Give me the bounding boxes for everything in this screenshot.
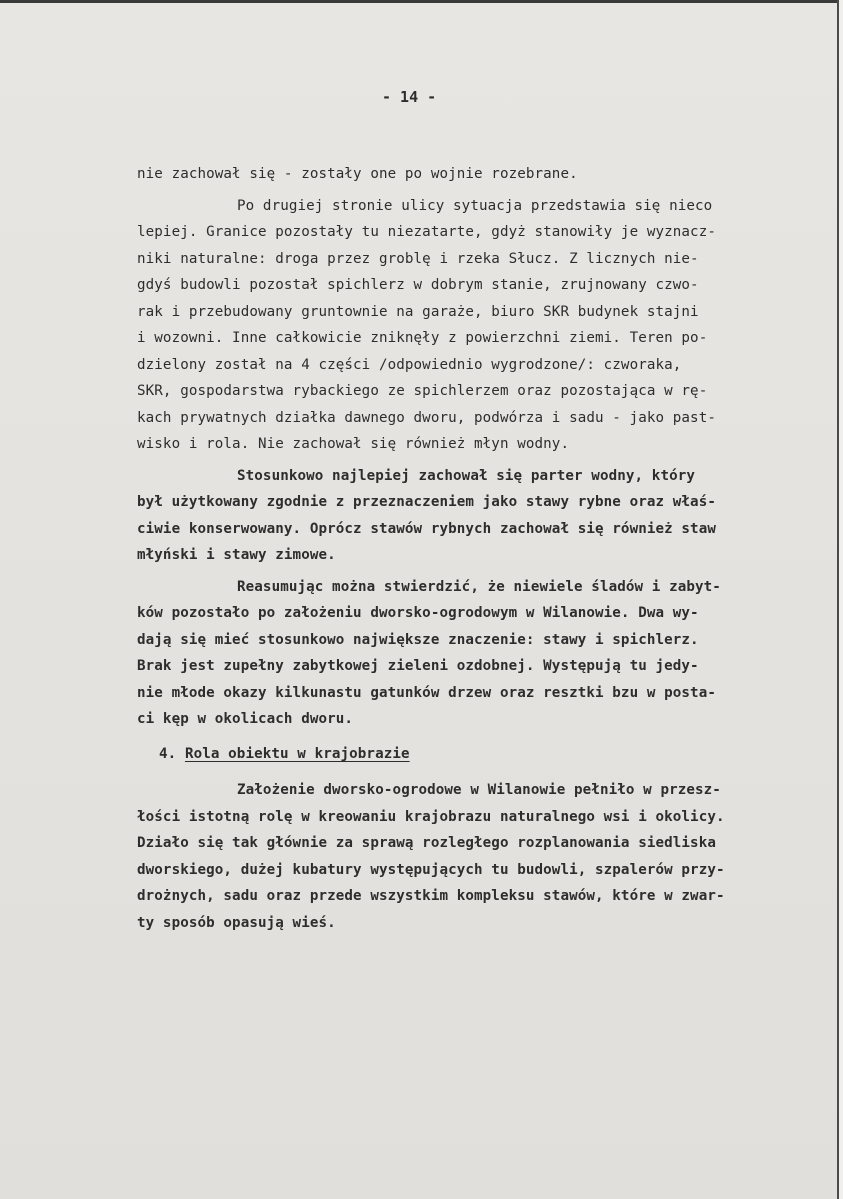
text-line: Założenie dworsko-ogrodowe w Wilanowie pełniło w przesz-: [237, 782, 721, 798]
text-line: dają się mieć stosunkowo największe znaczenie: stawy i spichlerz.: [137, 631, 699, 648]
text-line: i wozowni. Inne całkowicie zniknęły z powierzchni ziemi. Teren po-: [137, 330, 708, 346]
text-line: był użytkowany zgodnie z przeznaczeniem jako stawy rybne oraz właś-: [137, 494, 716, 510]
text-line: młyński i stawy zimowe.: [137, 547, 336, 563]
scan-top-edge: [0, 0, 843, 3]
text-line: Brak jest zupełny zabytkowej zieleni ozdobnej. Występują tu jedy-: [137, 658, 699, 674]
text-line: nie zachował się - zostały one po wojnie rozebrane.: [137, 166, 578, 182]
text-line: Działo się tak głównie za sprawą rozległego rozplanowania siedliska: [137, 835, 716, 851]
text-line: niki naturalne: droga przez groblę i rzeka Słucz. Z licznych nie-: [137, 250, 699, 267]
text-line: ków pozostało po założeniu dworsko-ogrodowym w Wilanowie. Dwa wy-: [137, 605, 699, 621]
text-line: dzielony został na 4 części /odpowiednio wygrodzone/: czworaka,: [137, 356, 682, 373]
text-line: kach prywatnych działka dawnego dworu, podwórza i sadu - jako past-: [137, 409, 716, 426]
text-line: ci kęp w okolicach dworu.: [137, 711, 354, 727]
section-heading: [137, 741, 827, 768]
text-line: gdyś budowli pozostał spichlerz w dobrym stanie, zrujnowany czwo-: [137, 277, 699, 293]
scan-right-edge: [837, 0, 839, 1199]
text-line: nie młode okazy kilkunastu gatunków drzew oraz resztki bzu w posta-: [137, 684, 716, 701]
typescript-body: [137, 80, 827, 936]
text-line: Stosunkowo najlepiej zachował się parter wodny, który: [237, 467, 696, 484]
text-line: Po drugiej stronie ulicy sytuacja przedstawia się nieco: [237, 197, 713, 214]
text-line: ciwie konserwowany. Oprócz stawów rybnych zachował się również staw: [137, 520, 716, 537]
section-title: Rola obiektu w krajobrazie: [184, 745, 410, 762]
section-number: 4.: [159, 745, 177, 762]
scan-right-margin: [839, 0, 843, 1199]
text-line: ty sposób opasują wieś.: [137, 914, 336, 931]
text-line: lepiej. Granice pozostały tu niezatarte, gdyż stanowiły je wyznacz-: [137, 224, 716, 240]
text-line: Reasumując można stwierdzić, że niewiele śladów i zabyt-: [237, 578, 721, 595]
text-line: wisko i rola. Nie zachował się również młyn wodny.: [137, 436, 570, 452]
page-number: - 14 -: [382, 88, 437, 106]
text-line: dworskiego, dużej kubatury występujących tu budowli, szpalerów przy-: [137, 861, 725, 878]
text-line: rak i przebudowany gruntownie na garaże, biuro SKR budynek stajni: [137, 303, 699, 320]
text-line: SKR, gospodarstwa rybackiego ze spichlerzem oraz pozostająca w rę-: [137, 383, 708, 399]
text-line: drożnych, sadu oraz przede wszystkim kompleksu stawów, które w zwar-: [137, 888, 725, 904]
text-line: łości istotną rolę w kreowaniu krajobrazu naturalnego wsi i okolicy.: [137, 808, 725, 825]
